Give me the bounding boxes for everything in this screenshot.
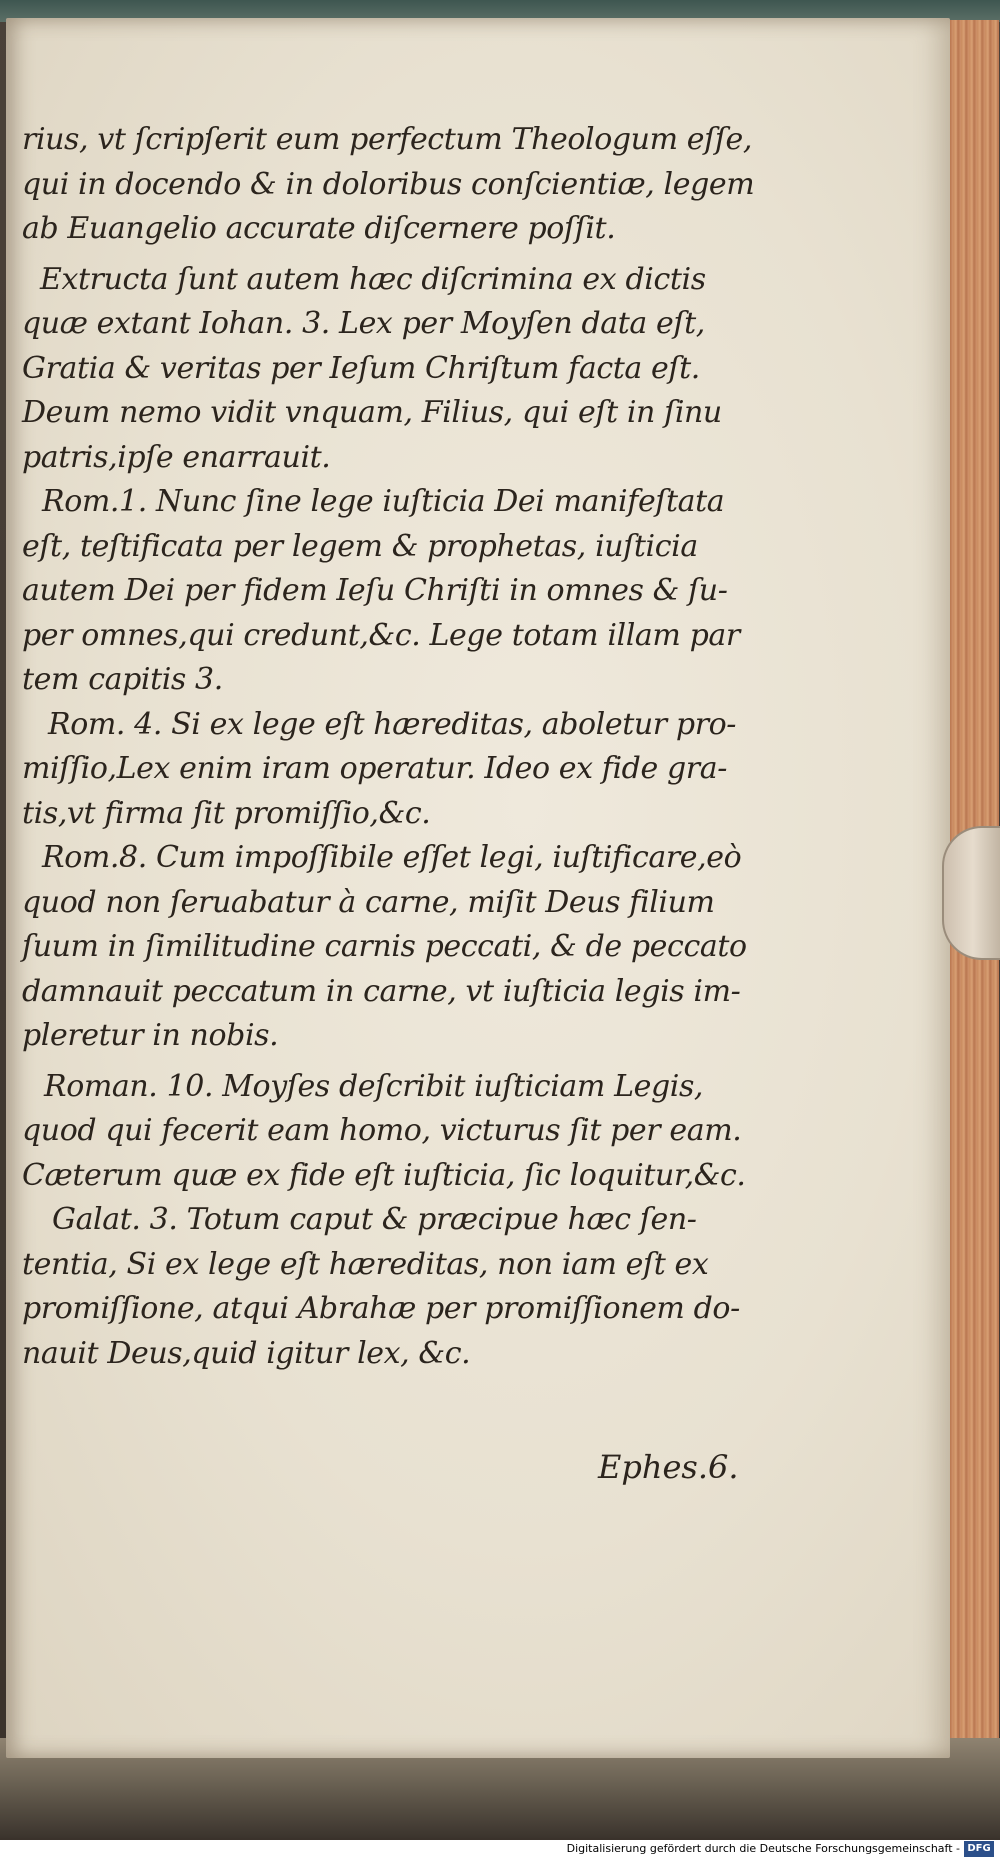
- text-line: quæ extant Iohan. 3. Lex per Moyſen data eſt,: [22, 306, 705, 341]
- text-line: rius, vt ſcripſerit eum perfectum Theologum eſſe,: [22, 122, 753, 157]
- text-line: Gratia & veritas per Ieſum Chriſtum facta eſt.: [22, 350, 700, 386]
- text-line: miſſio,Lex enim iram operatur. Ideo ex fide gra-: [22, 751, 727, 786]
- page-body-text: [22, 118, 755, 1376]
- text-line: per omnes,qui credunt,&c. Lege totam illam par: [22, 617, 740, 653]
- digitization-footer: [0, 1840, 1000, 1860]
- text-line: Rom.8. Cum impoſſibile eſſet legi, iuſtificare,eò: [42, 840, 742, 875]
- text-line: Deum nemo vidit vnquam, Filius, qui eſt in ſinu: [22, 395, 722, 430]
- text-line: quod qui fecerit eam homo, victurus ſit per eam.: [22, 1113, 742, 1148]
- text-line: patris,ipſe enarrauit.: [22, 439, 331, 475]
- text-line: Roman. 10. Moyſes deſcribit iuſticiam Legis,: [44, 1068, 704, 1104]
- text-line: pleretur in nobis.: [22, 1018, 279, 1053]
- text-line: tentia, Si ex lege eſt hæreditas, non iam eſt ex: [22, 1246, 709, 1282]
- text-line: quod non ſeruabatur à carne, miſit Deus filium: [22, 884, 715, 920]
- text-line: ab Euangelio accurate diſcernere poſſit.: [22, 211, 616, 246]
- text-line: tis,vt firma ſit promiſſio,&c.: [22, 795, 431, 831]
- text-line: Cæterum quæ ex fide eſt iuſticia, ſic loquitur,&c.: [22, 1157, 746, 1193]
- text-line: promiſſione, atqui Abrahæ per promiſſionem do-: [22, 1291, 740, 1326]
- dfg-logo: DFG: [964, 1841, 994, 1857]
- text-line: ſuum in ſimilitudine carnis peccati, & de peccato: [22, 929, 747, 964]
- text-line: Galat. 3. Totum caput & præcipue hæc ſen-: [52, 1202, 697, 1237]
- catchword: Ephes.6.: [598, 1448, 739, 1486]
- text-line: Rom. 4. Si ex lege eſt hæreditas, aboletur pro-: [48, 706, 737, 742]
- text-line: Extructa ſunt autem hæc diſcrimina ex dictis: [40, 261, 706, 297]
- text-line: qui in docendo & in doloribus conſcientiæ, legem: [22, 166, 755, 202]
- text-line: Rom.1. Nunc ſine lege iuſticia Dei manifeſtata: [42, 484, 725, 519]
- footer-credit: Digitalisierung gefördert durch die Deutsche Forschungsgemeinschaft -: [566, 1842, 960, 1855]
- book-clasp: [942, 826, 1000, 960]
- text-line: eſt, teſtificata per legem & prophetas, iuſticia: [22, 528, 698, 564]
- text-line: tem capitis 3.: [22, 662, 223, 697]
- text-line: damnauit peccatum in carne, vt iuſticia legis im-: [22, 973, 741, 1009]
- text-line: autem Dei per fidem Ieſu Chriſti in omnes & ſu-: [22, 573, 728, 608]
- text-line: nauit Deus,quid igitur lex, &c.: [22, 1335, 471, 1371]
